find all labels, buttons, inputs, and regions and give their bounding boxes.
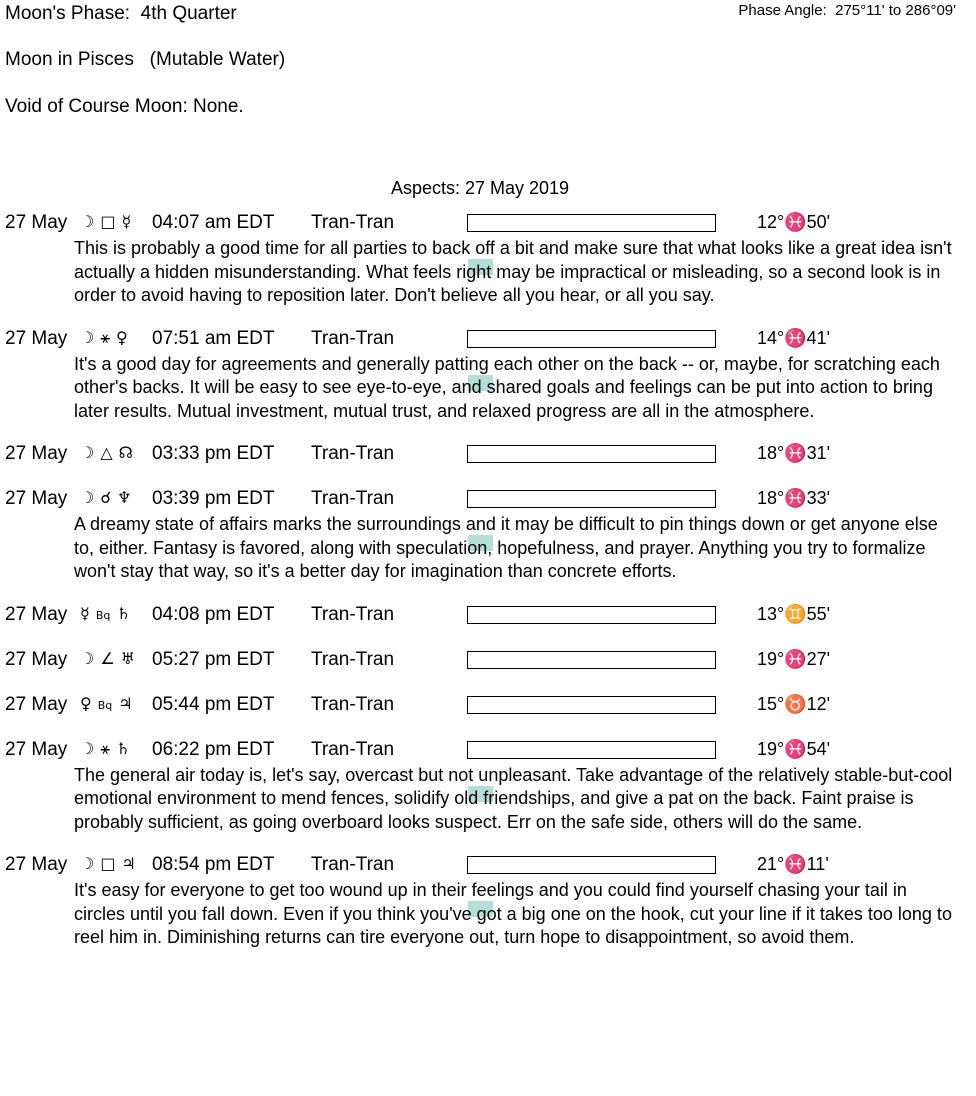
aspect-entry [0,604,976,629]
aspect-position: 18°♓33' [757,488,831,508]
strength-bar [467,445,716,463]
semisquare-icon: ∠ [100,648,115,668]
mercury-icon: ☿ [80,603,90,623]
aspect-interpretation: A dreamy state of affairs marks the surroundings and it may be difficult to pin things down or get anyone else to, either. Fantasy is favored, along with speculation, hopefulness, and prayer. Anything you try to formalize won't stay that way, so it's a better day for imagination than concrete efforts. [74,514,938,581]
aspect-glyphs [80,739,150,759]
venus-icon: ♀ [115,327,128,347]
sextile-icon: ⚹ [100,738,110,758]
square-icon: □ [100,212,116,231]
aspect-entry [0,739,976,835]
biquintile-icon: Bq [97,698,113,712]
aspect-row [0,443,976,468]
aspect-relation: Tran-Tran [311,738,395,760]
aspect-time: 03:39 pm EDT [152,488,275,509]
aspect-glyphs [80,694,150,713]
aspect-relation: Tran-Tran [311,327,395,349]
aspect-position: 13°♊55' [757,603,831,624]
aspect-interpretation: It's easy for everyone to get too wound up in their feelings and you could find yourself chasing your tail in circles until you fall down. Even if you think you've got a big one on the hook, cut your line if it takes too long to reel him in. Diminishing returns can tire everyone out, turn hope to disappointment, so avoid them. [74,880,952,947]
strength-bar [467,741,716,759]
aspect-position: 21°♓11' [757,854,829,874]
mercury-icon: ☿ [121,212,132,231]
aspect-date: 27 May [5,488,68,509]
moon-icon: ☽ [80,854,95,873]
aspect-entry [0,212,976,308]
aspect-position: 18°♓31' [757,443,831,463]
aspect-entry [0,488,976,584]
strength-bar [467,696,716,714]
aspect-row [0,739,976,764]
aspect-relation: Tran-Tran [311,693,395,715]
jupiter-icon: ♃ [118,693,133,713]
aspect-glyphs [80,854,150,873]
aspect-position: 14°♓41' [757,327,831,348]
aspect-position: 19°♓27' [757,648,831,669]
aspect-position: 19°♓54' [757,738,831,759]
trine-icon: △ [100,443,113,462]
aspect-row [0,854,976,879]
aspect-relation: Tran-Tran [311,212,395,233]
aspects-title: Aspects: 27 May 2019 [390,178,570,198]
moon-icon: ☽ [80,738,95,758]
aspect-row [0,604,976,629]
aspect-interpretation: It's a good day for agreements and generally patting each other on the back -- or, maybe, for scratching each other's backs. It will be easy to see eye-to-eye, and shared goals and feelings can be put into action to bring later results. Mutual investment, mutual trust, and relaxed progress are all in the atmosphere. [74,353,940,421]
aspect-row [0,212,976,237]
aspect-entry [0,649,976,674]
aspect-interpretation: The general air today is, let's say, overcast but not unpleasant. Take advantage of the relatively stable-but-cool emotional environment to mend fences, solidify old friendships, and give a pat on the back. Faint praise is probably sufficient, as going overboard looks suspect. Err on the safe side, others will do the same. [74,764,953,832]
strength-bar [467,856,716,874]
aspect-glyphs [80,443,150,462]
aspect-relation: Tran-Tran [311,854,395,875]
aspect-time: 07:51 am EDT [152,327,275,349]
aspect-row [0,488,976,513]
moon-icon: ☽ [80,443,95,462]
aspect-position: 15°♉12' [757,693,831,714]
aspect-time: 04:07 am EDT [152,212,275,233]
north-node-icon: ☊ [118,443,133,462]
aspect-interpretation: This is probably a good time for all parties to back off a bit and make sure that what looks like a great idea isn't actually a hidden misunderstanding. What feels right may be impractical or misleading, so a second look is in order to avoid having to reposition later. Don't believe all you hear, or all you say. [74,238,952,305]
moon-sign: Moon in Pisces (Mutable Water) [5,49,286,70]
void-of-course: Void of Course Moon: None. [5,96,244,117]
neptune-icon: ♆ [117,488,132,507]
sextile-icon: ⚹ [100,327,110,347]
aspect-row [0,694,976,719]
venus-icon: ♀ [80,693,92,713]
aspect-glyphs [80,328,150,348]
aspect-glyphs [80,488,150,507]
aspect-date: 27 May [5,693,68,715]
aspect-glyphs [80,604,150,623]
aspect-glyphs [80,649,150,668]
aspect-time: 05:27 pm EDT [152,648,275,670]
aspect-time: 06:22 pm EDT [152,738,275,760]
moon-phase: Moon's Phase: 4th Quarter [5,3,237,24]
aspect-position: 12°♓50' [757,212,831,232]
strength-bar [467,490,716,508]
aspect-date: 27 May [5,603,68,625]
phase-angle: Phase Angle: 275°11' to 286°09' [738,2,956,19]
aspect-date: 27 May [5,738,68,760]
square-icon: □ [100,854,116,873]
aspect-relation: Tran-Tran [311,443,395,464]
aspect-relation: Tran-Tran [311,648,395,670]
aspect-date: 27 May [5,648,68,670]
saturn-icon: ♄ [115,738,131,758]
moon-icon: ☽ [80,648,95,668]
aspect-entry [0,328,976,424]
biquintile-icon: Bq [95,608,111,622]
aspect-entry [0,694,976,719]
aspect-time: 05:44 pm EDT [152,693,275,715]
moon-icon: ☽ [80,327,95,347]
aspect-time: 04:08 pm EDT [152,603,275,625]
conjunction-icon: ☌ [100,488,112,507]
strength-bar [467,651,716,669]
aspect-date: 27 May [5,854,68,875]
aspect-entry [0,854,976,950]
aspect-date: 27 May [5,443,68,464]
aspect-relation: Tran-Tran [311,488,395,509]
aspect-glyphs [80,212,150,231]
aspect-time: 03:33 pm EDT [152,443,275,464]
aspect-relation: Tran-Tran [311,603,395,625]
aspect-entry [0,443,976,468]
moon-icon: ☽ [80,212,95,231]
moon-icon: ☽ [80,488,95,507]
aspect-date: 27 May [5,327,68,349]
aspect-date: 27 May [5,212,68,233]
strength-bar [467,214,716,232]
aspect-list [0,212,976,970]
jupiter-icon: ♃ [121,854,136,873]
strength-bar [467,330,716,348]
aspect-row [0,328,976,353]
uranus-icon: ♅ [120,648,136,668]
strength-bar [467,606,716,624]
saturn-icon: ♄ [116,603,131,623]
aspect-row [0,649,976,674]
aspect-time: 08:54 pm EDT [152,854,275,875]
